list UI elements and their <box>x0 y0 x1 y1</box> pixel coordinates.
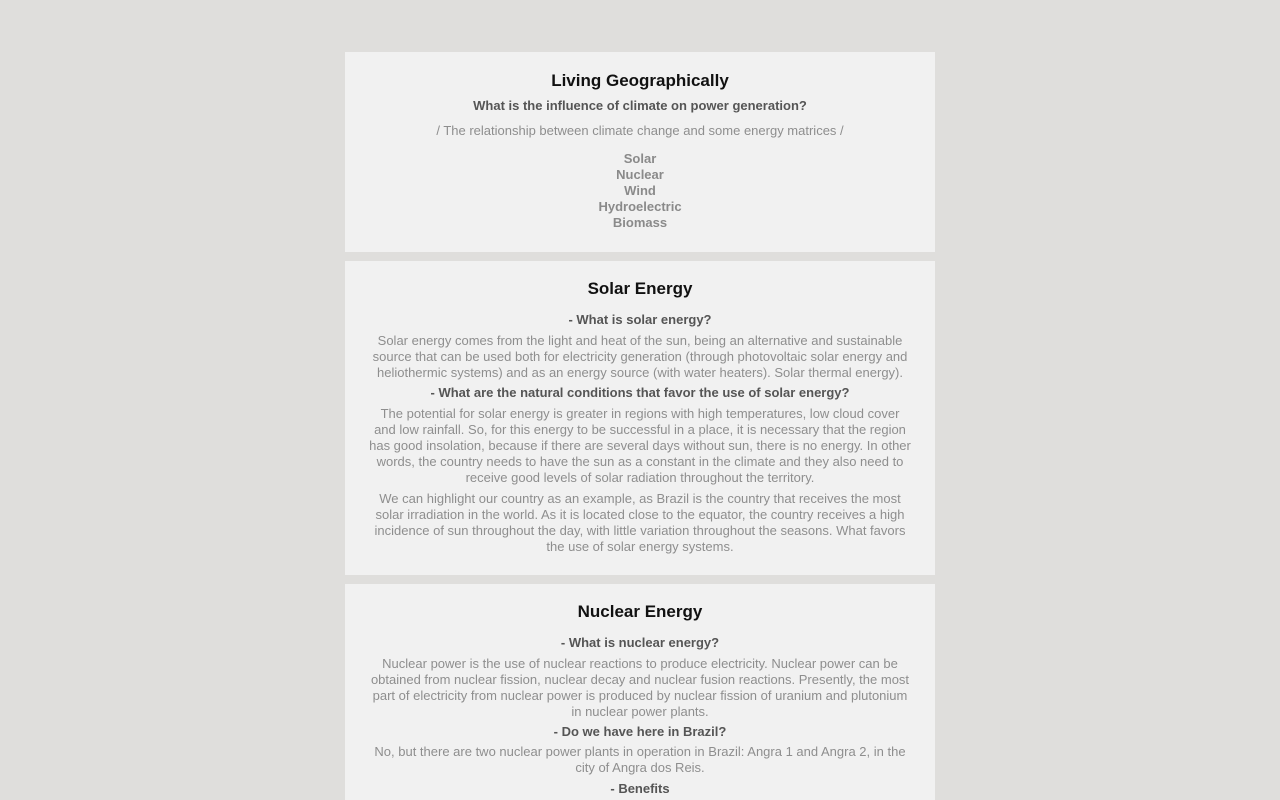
intro-question: What is the influence of climate on power generation? <box>473 98 807 113</box>
nuclear-question-brazil: - Do we have here in Brazil? <box>553 724 727 739</box>
nuclear-paragraph-brazil: No, but there are two nuclear power plants in operation in Brazil: Angra 1 and Angra 2, in the city of Angra dos Reis. <box>374 744 906 775</box>
matrix-item-nuclear: Nuclear <box>616 167 664 182</box>
nuclear-section-title: Nuclear Energy <box>577 602 703 621</box>
nuclear-energy-card <box>345 584 935 800</box>
solar-question-conditions: - What are the natural conditions that favor the use of solar energy? <box>430 385 850 400</box>
nuclear-paragraph-definition: Nuclear power is the use of nuclear reactions to produce electricity. Nuclear power can be obtained from nuclear fission, nuclear decay and nuclear fusion reactions. Presently, the most part of electricity from nuclear power is produced by nuclear fission of uranium and plutonium in nuclear power plants. <box>370 656 910 719</box>
nuclear-benefits-heading: - Benefits <box>610 781 670 796</box>
solar-paragraph-definition: Solar energy comes from the light and heat of the sun, being an alternative and sustainable source that can be used both for electricity generation (through photovoltaic solar energy and heliothermic systems) and as an energy source (with water heaters). Solar thermal energy). <box>372 333 908 380</box>
nuclear-question-what: - What is nuclear energy? <box>560 635 720 650</box>
matrix-item-hydroelectric: Hydroelectric <box>598 199 682 214</box>
solar-question-what: - What is solar energy? <box>568 312 712 327</box>
matrix-item-wind: Wind <box>624 183 656 198</box>
intro-card <box>345 52 935 252</box>
solar-paragraph-conditions: The potential for solar energy is greater in regions with high temperatures, low cloud cover and low rainfall. So, for this energy to be successful in a place, it is necessary that the region has good insolation, because if there are several days without sun, there is no energy. In other words, the country needs to have the sun as a constant in the climate and they also need to receive good levels of solar radiation throughout the territory. <box>369 406 911 485</box>
matrix-item-solar: Solar <box>623 151 657 166</box>
energy-matrix-list <box>369 151 911 231</box>
page-title: Living Geographically <box>551 71 729 90</box>
solar-energy-card <box>345 261 935 575</box>
solar-section-title: Solar Energy <box>587 279 693 298</box>
intro-relationship: / The relationship between climate change and some energy matrices / <box>436 123 844 138</box>
solar-paragraph-brazil: We can highlight our country as an example, as Brazil is the country that receives the most solar irradiation in the world. As it is located close to the equator, the country receives a high incidence of sun throughout the day, with little variation throughout the seasons. What favors the use of solar energy systems. <box>374 491 906 554</box>
matrix-item-biomass: Biomass <box>612 215 668 230</box>
